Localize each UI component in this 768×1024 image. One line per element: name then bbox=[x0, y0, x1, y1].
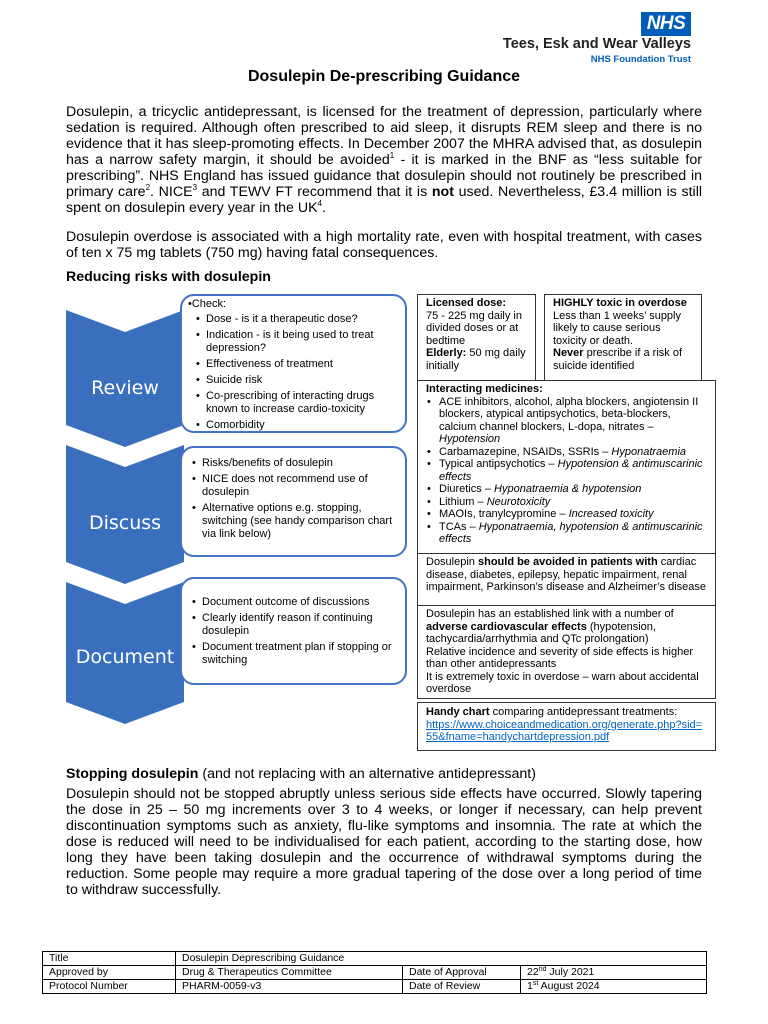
review-bubble bbox=[180, 294, 407, 433]
table-cell: 1st August 2024 bbox=[521, 980, 707, 994]
discuss-bubble bbox=[180, 446, 407, 557]
list-item: • Document outcome of discussions bbox=[202, 596, 397, 609]
table-row bbox=[43, 980, 707, 994]
list-item: • Effectiveness of treatment bbox=[206, 358, 397, 371]
step-label-review: Review bbox=[91, 377, 159, 399]
list-item: • MAOIs, tranylcypromine – Increased toxicity bbox=[436, 508, 707, 521]
table-row bbox=[43, 966, 707, 980]
interacting-medicines-box bbox=[417, 380, 716, 554]
table-row bbox=[43, 952, 707, 966]
check-lead: •Check: bbox=[188, 298, 227, 310]
cardio-line3: It is extremely toxic in overdose – warn about accidental overdose bbox=[426, 670, 699, 695]
toxic-text: Less than 1 weeks’ supply likely to cause serious toxicity or death. bbox=[553, 309, 681, 347]
list-item: • ACE inhibitors, alcohol, alpha blockers, angiotensin II blockers, atypical antipsychotics, beta-blockers, calcium channel blockers, L-dopa, nitrates – Hypotension bbox=[436, 396, 707, 446]
table-cell: Drug & Therapeutics Committee bbox=[176, 966, 403, 980]
list-item: • Typical antipsychotics – Hypotension & antimuscarinic effects bbox=[436, 458, 707, 483]
table-cell: Title bbox=[43, 952, 176, 966]
never-prescribe: Never prescribe if a risk of suicide identified bbox=[553, 347, 682, 372]
list-item: • Carbamazepine, NSAIDs, SSRIs – Hyponatraemia bbox=[436, 446, 707, 459]
table-cell: Approved by bbox=[43, 966, 176, 980]
list-item: • Risks/benefits of dosulepin bbox=[202, 457, 397, 470]
list-item: • Alternative options e.g. stopping, switching (see handy comparison chart via link below) bbox=[202, 502, 397, 541]
licensed-dose-heading: Licensed dose: bbox=[426, 297, 507, 309]
cardio-text: Dosulepin has an established link with a number of adverse cardiovascular effects (hypotension, tachycardia/arrhythmia and QTc prolongation) bbox=[426, 608, 674, 645]
toxic-overdose-box bbox=[544, 294, 702, 381]
handy-chart-text: Handy chart comparing antidepressant treatments: bbox=[426, 706, 678, 718]
handy-chart-link[interactable]: https://www.choiceandmedication.org/generate.php?sid=55&fname=handychartdepression.pdf bbox=[426, 718, 703, 743]
table-cell: Date of Approval bbox=[403, 966, 521, 980]
document-title: Dosulepin De-prescribing Guidance bbox=[247, 68, 521, 85]
nhs-logo: NHS bbox=[641, 12, 691, 36]
licensed-dose-box bbox=[417, 294, 536, 381]
table-cell: Protocol Number bbox=[43, 980, 176, 994]
reducing-risks-heading: Reducing risks with dosulepin bbox=[66, 269, 271, 285]
cardio-line2: Relative incidence and severity of side effects is higher than other antidepressants bbox=[426, 645, 693, 670]
document-control-table bbox=[42, 951, 707, 994]
handy-chart-box bbox=[417, 702, 716, 751]
trust-name: Tees, Esk and Wear Valleys bbox=[502, 36, 691, 52]
list-item: • Document treatment plan if stopping or switching bbox=[202, 641, 397, 667]
licensed-dose-text: 75 - 225 mg daily in divided doses or at bedtime bbox=[426, 309, 522, 347]
intro-paragraph: Dosulepin, a tricyclic antidepressant, is licensed for the treatment of depression, particularly where sedation is required. Although often prescribed to aid sleep, it disrupts REM sleep and there is no evidence that it has sleep-promoting effects. In December 2007 the MHRA advised that, as dosulepin has a narrow safety margin, it should be avoided$^1$ - it is marked in the BNF as “less suitable for prescribing”. NHS England has issued guidance that dosulepin should not routinely be prescribed in primary care$^2$. NICE$^3$ and TEWV FT recommend that it is not used. Nevertheless, £3.4 million is still spent on dosulepin every year in the $UK^4$. bbox=[66, 104, 703, 216]
list-item: • Dose - is it a therapeutic dose? bbox=[206, 313, 397, 326]
avoid-patients-box: Dosulepin should be avoided in patients with cardiac disease, diabetes, epilepsy, hepatic impairment, renal impairment, Parkinson’s disease and Alzheimer’s disease bbox=[417, 553, 716, 606]
trust-subtitle: NHS Foundation Trust bbox=[590, 54, 691, 65]
list-item: • Clearly identify reason if continuing dosulepin bbox=[202, 612, 397, 638]
step-label-document: Document bbox=[75, 646, 175, 668]
stopping-heading: Stopping dosulepin (and not replacing with an alternative antidepressant) bbox=[66, 766, 536, 782]
list-item: • Diuretics – Hyponatraemia & hypotension bbox=[436, 483, 707, 496]
list-item: • NICE does not recommend use of dosulepin bbox=[202, 473, 397, 499]
table-cell: 22nd July 2021 bbox=[521, 966, 707, 980]
elderly-dose: Elderly: 50 mg daily initially bbox=[426, 347, 526, 372]
document-bubble bbox=[180, 577, 407, 685]
table-cell: PHARM-0059-v3 bbox=[176, 980, 403, 994]
toxic-heading: HIGHLY toxic in overdose bbox=[553, 297, 687, 309]
list-item: • Comorbidity bbox=[206, 419, 397, 432]
table-cell: Date of Review bbox=[403, 980, 521, 994]
step-label-discuss: Discuss bbox=[88, 512, 162, 534]
overdose-paragraph: Dosulepin overdose is associated with a high mortality rate, even with hospital treatment, with cases of ten x 75 mg tablets (750 mg) having fatal consequences. bbox=[66, 229, 702, 261]
interacting-heading: Interacting medicines: bbox=[426, 383, 543, 395]
list-item: • TCAs – Hyponatraemia, hypotension & antimuscarinic effects bbox=[436, 521, 707, 546]
list-item: • Indication - is it being used to treat depression? bbox=[206, 329, 397, 355]
stopping-paragraph: Dosulepin should not be stopped abruptly unless serious side effects have occurred. Slowly tapering the dose in 25 – 50 mg increments over 3 to 4 weeks, or longer if necessary, can help prevent discontinuation symptoms such as anxiety, flu-like symptoms and insomnia. The rate at which the dose is reduced will need to be individualised for each patient, according to the starting dose, how long they have been taking dosulepin and the occurrence of withdrawal symptoms during the reduction. Some people may require a more gradual tapering of the dose over a long period of time to withdraw successfully. bbox=[66, 786, 702, 898]
table-cell: Dosulepin Deprescribing Guidance bbox=[176, 952, 707, 966]
list-item: • Suicide risk bbox=[206, 374, 397, 387]
list-item: • Co-prescribing of interacting drugs known to increase cardio-toxicity bbox=[206, 390, 397, 416]
list-item: • Lithium – Neurotoxicity bbox=[436, 496, 707, 509]
cardiovascular-box bbox=[417, 605, 716, 699]
